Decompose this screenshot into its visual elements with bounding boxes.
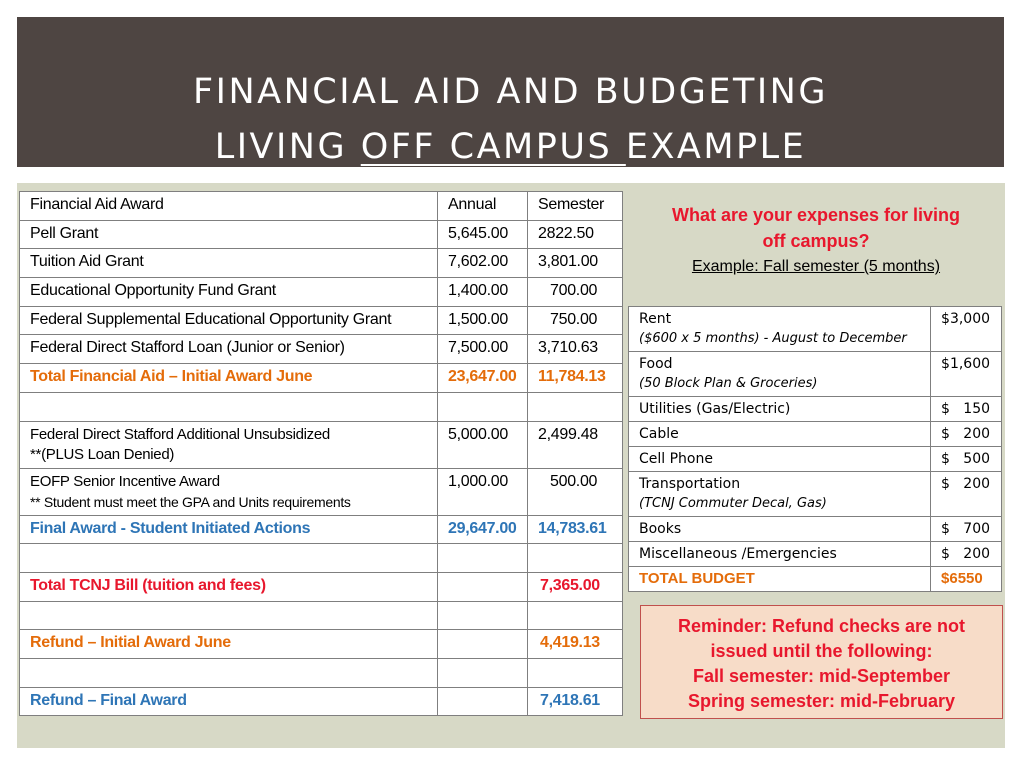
reminder-line-4: Spring semester: mid-February: [687, 691, 956, 711]
table-row: [629, 422, 1002, 447]
budget-label: Books: [629, 517, 931, 542]
row-label: Refund – Initial Award June: [20, 630, 438, 659]
table-row: [20, 335, 623, 364]
header-annual: Annual: [438, 192, 528, 221]
row-semester: 4,419.13: [528, 630, 623, 659]
table-row: [20, 421, 623, 468]
title-line-1: FINANCIAL AID AND BUDGETING: [193, 72, 828, 112]
reminder-line-3: Fall semester: mid-September: [692, 666, 951, 686]
row-semester: 14,783.61: [528, 515, 623, 544]
empty-cell: [20, 544, 438, 573]
header-award: Financial Aid Award: [20, 192, 438, 221]
row-label: Refund – Final Award: [20, 687, 438, 716]
title-underlined-text: OFF CAMPUS: [360, 127, 626, 167]
empty-cell: [438, 392, 528, 421]
row-label: Federal Supplemental Educational Opportunity Grant: [20, 306, 438, 335]
budget-table: [628, 306, 1002, 592]
table-row: [629, 542, 1002, 567]
question-line-2: off campus?: [762, 231, 870, 251]
empty-cell: [20, 658, 438, 687]
header-semester: Semester: [528, 192, 623, 221]
row-label: Total TCNJ Bill (tuition and fees): [20, 572, 438, 601]
table-row: [20, 220, 623, 249]
empty-row: [20, 601, 623, 630]
row-label-main: EOFP Senior Incentive Award: [30, 472, 220, 490]
row-label: Tuition Aid Grant: [20, 249, 438, 278]
total-budget-row: [629, 567, 1002, 592]
row-annual: 29,647.00: [438, 515, 528, 544]
empty-cell: [528, 601, 623, 630]
empty-row: [20, 392, 623, 421]
empty-cell: [528, 392, 623, 421]
row-annual: 1,400.00: [438, 278, 528, 307]
budget-item-note: (TCNJ Commuter Decal, Gas): [639, 496, 827, 511]
table-header-row: [20, 192, 623, 221]
table-row: [629, 397, 1002, 422]
row-annual: 1,000.00: [438, 468, 528, 515]
reminder-line-1: Reminder: Refund checks are not: [677, 616, 966, 636]
empty-row: [20, 658, 623, 687]
row-semester: 750.00: [528, 306, 623, 335]
row-semester: 2822.50: [528, 220, 623, 249]
row-label: Federal Direct Stafford Loan (Junior or Senior): [20, 335, 438, 364]
row-label: Total Financial Aid – Initial Award June: [20, 364, 438, 393]
row-annual: 5,000.00: [438, 421, 528, 468]
row-semester: 3,710.63: [528, 335, 623, 364]
final-award-row: [20, 515, 623, 544]
budget-label: Cable: [629, 422, 931, 447]
row-annual: 1,500.00: [438, 306, 528, 335]
budget-amount: $ 150: [931, 397, 1002, 422]
table-row: [20, 306, 623, 335]
row-semester: 7,418.61: [528, 687, 623, 716]
budget-label: Utilities (Gas/Electric): [629, 397, 931, 422]
row-label: Educational Opportunity Fund Grant: [20, 278, 438, 307]
row-semester: 500.00: [528, 468, 623, 515]
budget-label: Miscellaneous /Emergencies: [629, 542, 931, 567]
row-label: Pell Grant: [20, 220, 438, 249]
row-label-note: **(PLUS Loan Denied): [30, 445, 175, 463]
row-label-main: Federal Direct Stafford Additional Unsubsidized: [30, 425, 330, 443]
empty-row: [20, 544, 623, 573]
budget-item-note: (50 Block Plan & Groceries): [639, 376, 818, 391]
empty-cell: [528, 544, 623, 573]
row-label: [20, 421, 438, 468]
empty-cell: [438, 630, 528, 659]
title-line-2: [17, 127, 1004, 167]
budget-total-amount: $6550: [931, 567, 1002, 592]
row-semester: 7,365.00: [528, 572, 623, 601]
budget-amount: $ 500: [931, 447, 1002, 472]
empty-cell: [438, 544, 528, 573]
empty-cell: [20, 601, 438, 630]
budget-amount: $1,600: [931, 352, 1002, 397]
row-semester: 700.00: [528, 278, 623, 307]
table-row: [20, 468, 623, 515]
empty-cell: [438, 658, 528, 687]
table-row: [629, 352, 1002, 397]
table-row: [20, 249, 623, 278]
budget-label: [629, 307, 931, 352]
table-row: [629, 447, 1002, 472]
budget-label: [629, 352, 931, 397]
table-row: [20, 278, 623, 307]
budget-label: [629, 472, 931, 517]
refund-reminder-box: [640, 605, 1003, 719]
example-caption: Example: Fall semester (5 months): [691, 258, 941, 275]
row-annual: 7,500.00: [438, 335, 528, 364]
budget-total-label: TOTAL BUDGET: [629, 567, 931, 592]
title-line-2-pre: LIVING: [214, 127, 361, 167]
budget-amount: $ 200: [931, 542, 1002, 567]
empty-cell: [528, 658, 623, 687]
empty-cell: [438, 572, 528, 601]
financial-aid-table: [19, 191, 623, 716]
empty-cell: [20, 392, 438, 421]
row-annual: 23,647.00: [438, 364, 528, 393]
expenses-question: [628, 202, 1004, 276]
budget-item: Transportation: [639, 476, 741, 492]
budget-amount: $ 200: [931, 422, 1002, 447]
budget-amount: $3,000: [931, 307, 1002, 352]
question-line-1: What are your expenses for living: [671, 205, 961, 225]
row-annual: 7,602.00: [438, 249, 528, 278]
row-label: [20, 468, 438, 515]
empty-cell: [438, 601, 528, 630]
budget-item-note: ($600 x 5 months) - August to December: [639, 331, 907, 346]
table-row: [629, 472, 1002, 517]
budget-amount: $ 700: [931, 517, 1002, 542]
row-semester: 11,784.13: [528, 364, 623, 393]
budget-item: Food: [639, 356, 673, 372]
budget-amount: $ 200: [931, 472, 1002, 517]
title-banner: [17, 17, 1004, 167]
refund-final-row: [20, 687, 623, 716]
row-semester: 2,499.48: [528, 421, 623, 468]
row-label-note: ** Student must meet the GPA and Units requirements: [30, 493, 351, 510]
tcnj-bill-row: [20, 572, 623, 601]
row-annual: 5,645.00: [438, 220, 528, 249]
budget-item: Rent: [639, 311, 672, 327]
row-semester: 3,801.00: [528, 249, 623, 278]
empty-cell: [438, 687, 528, 716]
budget-label: Cell Phone: [629, 447, 931, 472]
table-row: [629, 517, 1002, 542]
total-initial-row: [20, 364, 623, 393]
row-label: Final Award - Student Initiated Actions: [20, 515, 438, 544]
title-line-2-post: EXAMPLE: [625, 127, 807, 167]
table-row: [629, 307, 1002, 352]
refund-initial-row: [20, 630, 623, 659]
reminder-line-2: issued until the following:: [710, 641, 933, 661]
